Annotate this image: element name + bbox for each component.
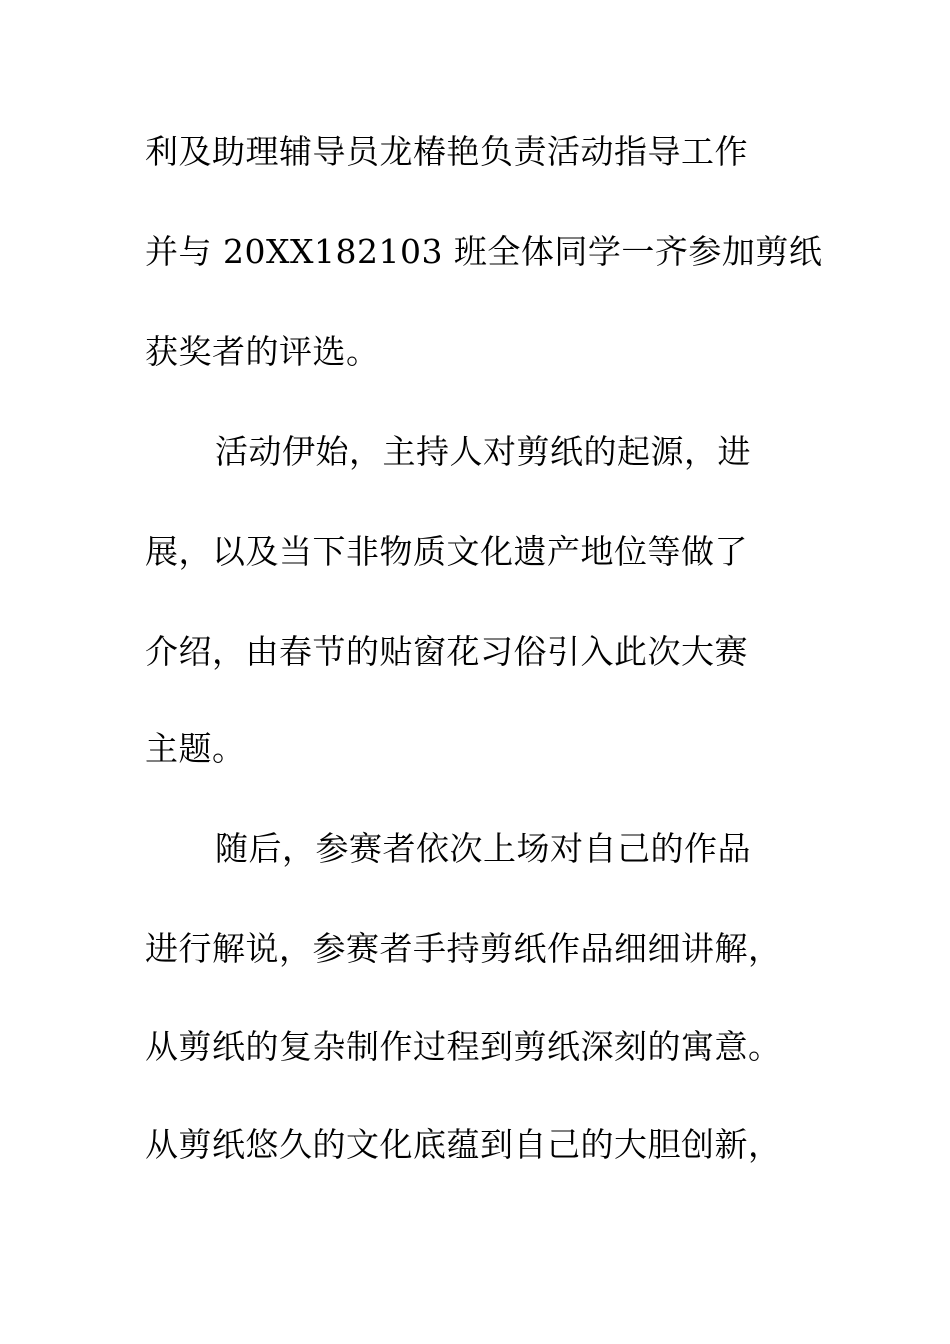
paragraph-3-line-1: 随后，参赛者依次上场对自己的作品 [215,829,751,868]
paragraph-2-line-1: 活动伊始，主持人对剪纸的起源，进 [215,432,751,471]
text-line-1: 利及助理辅导员龙椿艳负责活动指导工作 [145,132,748,171]
paragraph-3-line-2: 进行解说，参赛者手持剪纸作品细细讲解， [145,929,782,968]
text-line-2: 并与 20XX182103 班全体同学一齐参加剪纸 [145,232,823,271]
paragraph-3-line-3: 从剪纸的复杂制作过程到剪纸深刻的寓意。 [145,1027,782,1066]
paragraph-3-line-4: 从剪纸悠久的文化底蕴到自己的大胆创新， [145,1125,782,1164]
paragraph-2-line-2: 展，以及当下非物质文化遗产地位等做了 [145,532,748,571]
text-line-3: 获奖者的评选。 [145,332,380,371]
paragraph-2-line-3: 介绍，由春节的贴窗花习俗引入此次大赛 [145,632,748,671]
paragraph-2-line-4: 主题。 [145,729,246,768]
